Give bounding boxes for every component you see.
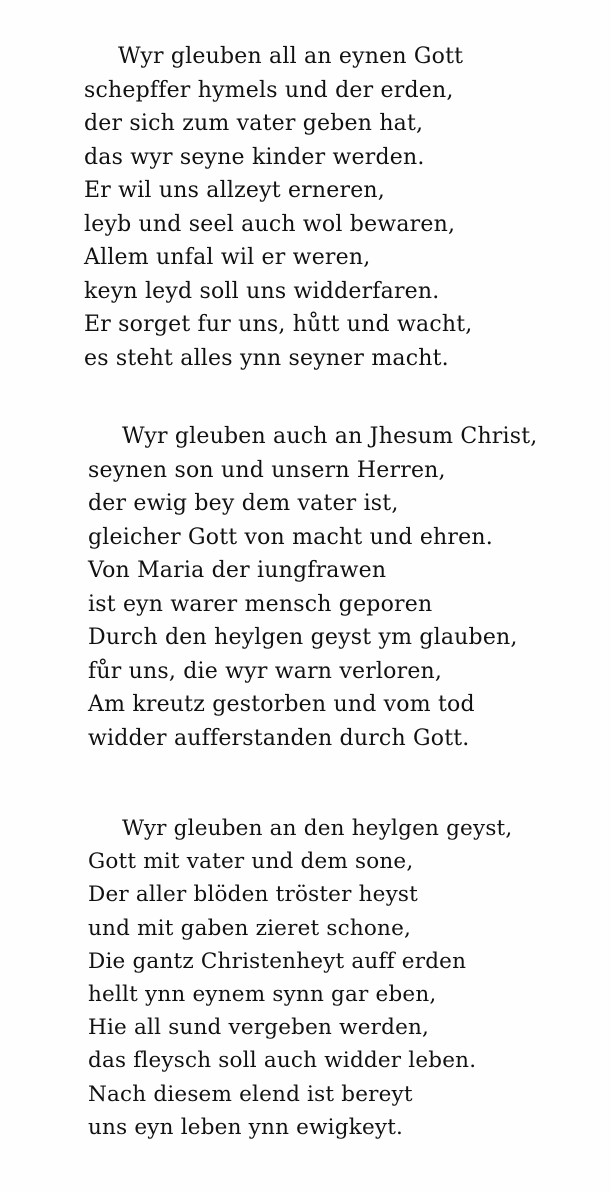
stanza-1-line-1: Wyr gleuben all an eynen Gott — [118, 44, 464, 69]
stanza-2-line-2: seynen son und unsern Herren, — [88, 457, 446, 483]
stanza-1-line-6: leyb und seel auch wol bewaren, — [84, 211, 456, 237]
stanza-2-line-7: Durch den heylgen geyst ym glauben, — [88, 625, 518, 650]
stanza-1-line-5: Er wil uns allzeyt erneren, — [84, 178, 385, 203]
stanza-1-line-7: Allem unfal wil er weren, — [84, 245, 371, 270]
stanza-3-line-4: und mit gaben zieret schone, — [88, 915, 412, 941]
stanza-3-line-6: hellt ynn eynem synn gar eben, — [88, 982, 437, 1008]
stanza-1-line-3: der sich zum vater geben hat, — [84, 111, 424, 136]
stanza-2-line-8: fůr uns, die wyr warn verloren, — [88, 658, 443, 684]
stanza-3-line-1: Wyr gleuben an den heylgen geyst, — [122, 816, 513, 841]
stanza-2 — [88, 420, 611, 755]
stanza-3-line-2: Gott mit vater und dem sone, — [88, 849, 414, 875]
stanza-2-line-5: Von Maria der iungfrawen — [88, 558, 387, 583]
stanza-2-line-10: widder aufferstanden durch Gott. — [88, 725, 470, 751]
stanza-3 — [88, 812, 611, 1144]
stanza-1-line-9: Er sorget fur uns, hůtt und wacht, — [84, 312, 473, 337]
stanza-3-line-5: Die gantz Christenheyt auff erden — [88, 948, 467, 974]
stanza-1-line-4: das wyr seyne kinder werden. — [84, 144, 425, 170]
stanza-2-line-6: ist eyn warer mensch geporen — [88, 591, 433, 617]
stanza-3-line-10: uns eyn leben ynn ewigkeyt. — [88, 1114, 404, 1140]
stanza-1-line-10: es steht alles ynn seyner macht. — [84, 345, 449, 371]
stanza-3-line-8: das fleysch soll auch widder leben. — [88, 1048, 477, 1074]
stanza-1-line-2: schepffer hymels und der erden, — [84, 77, 454, 103]
stanza-2-line-4: gleicher Gott von macht und ehren. — [88, 524, 493, 550]
stanza-3-line-3: Der aller blöden tröster heyst — [88, 882, 418, 908]
stanza-2-line-3: der ewig bey dem vater ist, — [88, 491, 399, 516]
stanza-3-line-9: Nach diesem elend ist bereyt — [88, 1081, 413, 1107]
stanza-2-line-1: Wyr gleuben auch an Jhesum Christ, — [122, 424, 538, 449]
stanza-2-line-9: Am kreutz gestorben und vom tod — [88, 692, 475, 717]
stanza-1-line-8: keyn leyd soll uns widderfaren. — [84, 278, 440, 304]
stanza-1 — [84, 40, 611, 375]
stanza-3-line-7: Hie all sund vergeben werden, — [88, 1015, 430, 1041]
